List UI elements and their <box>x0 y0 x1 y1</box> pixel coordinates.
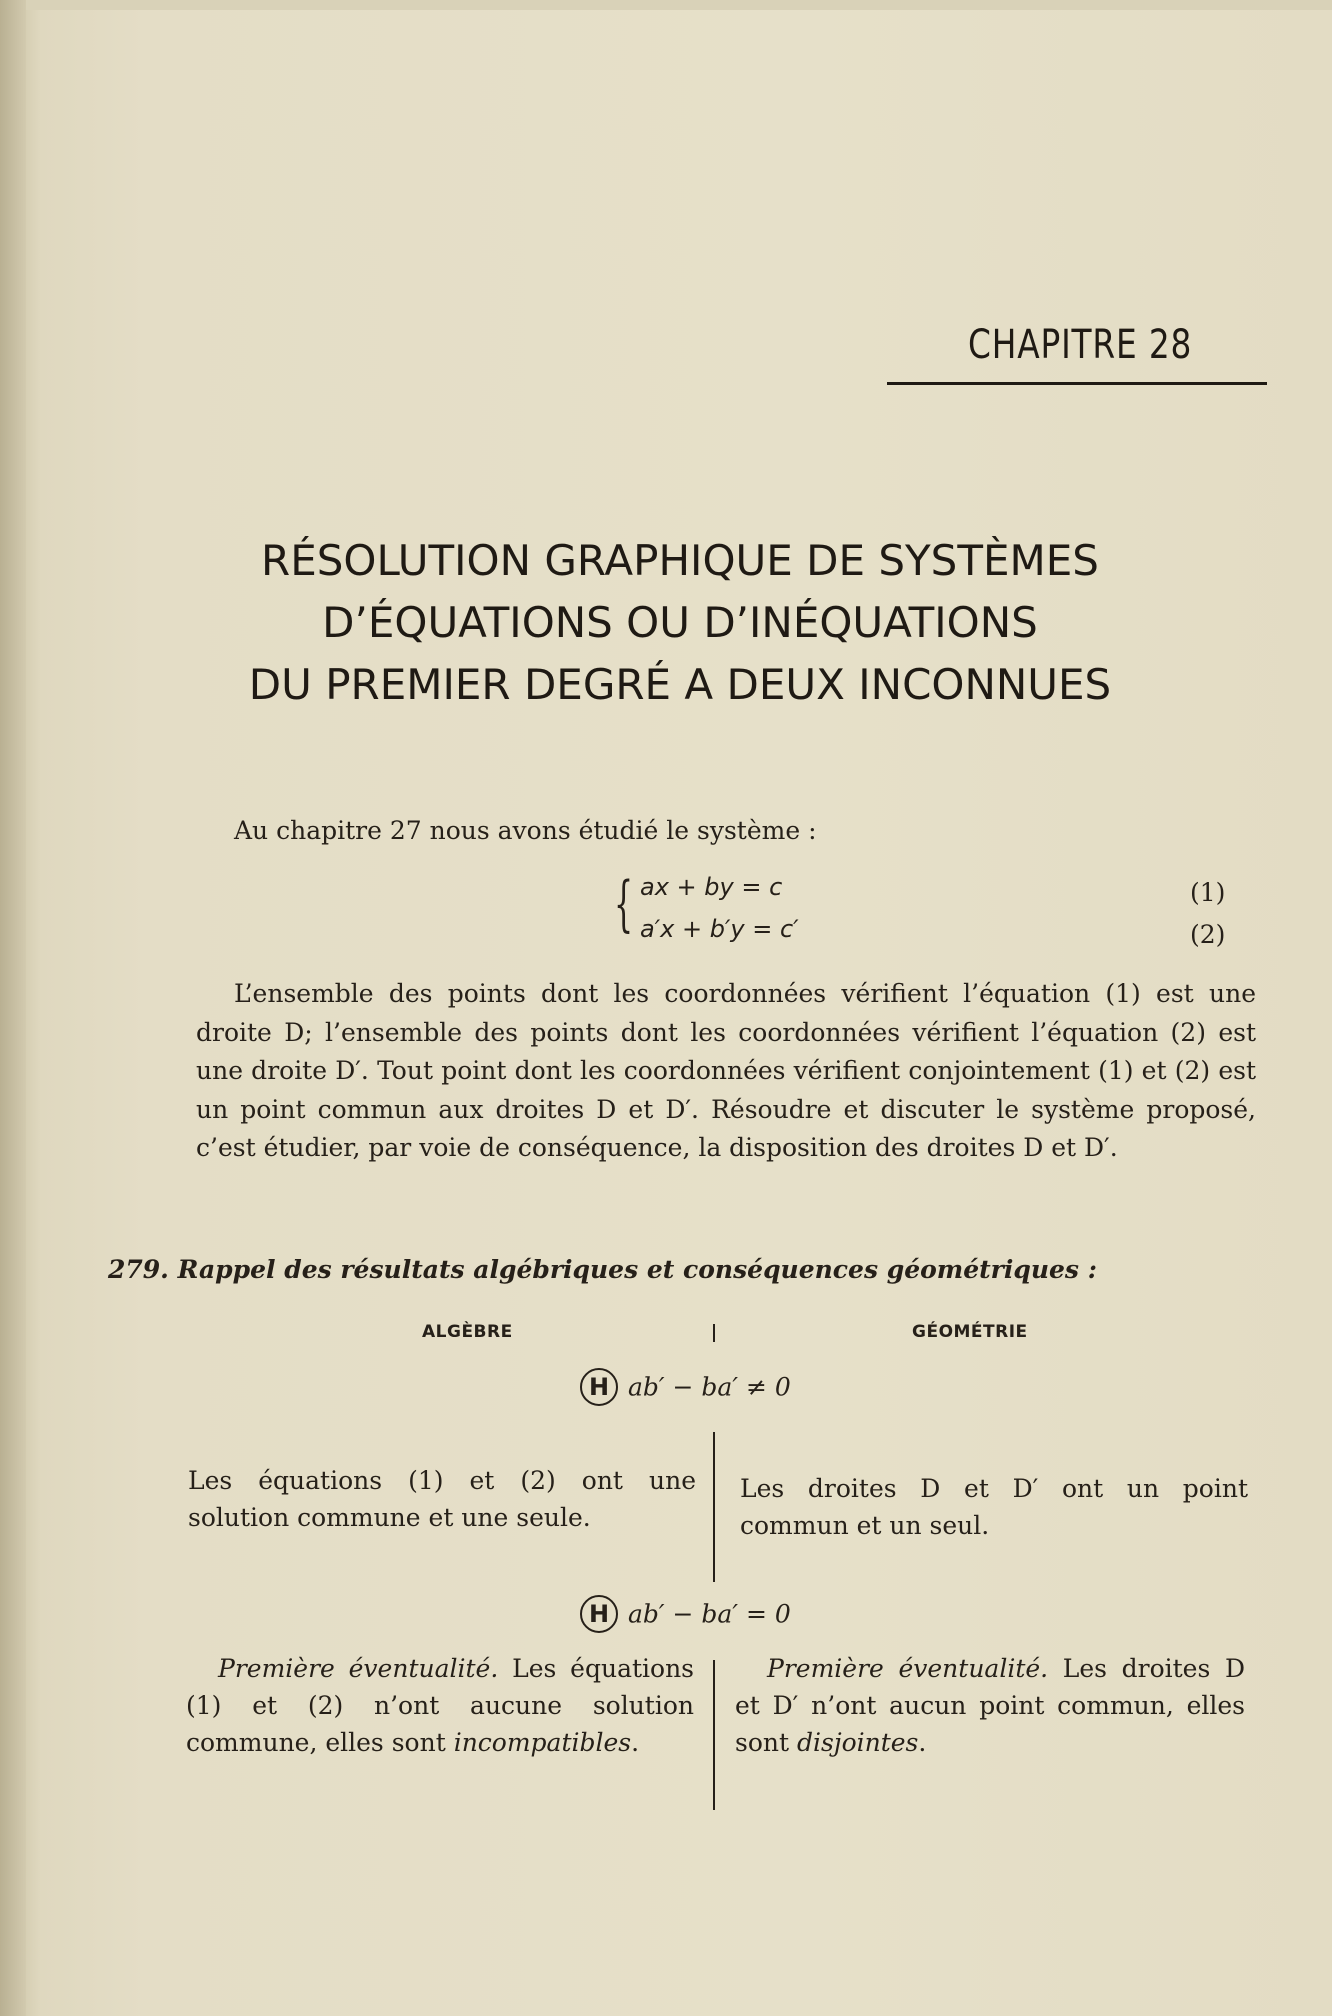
hypothesis-1 <box>580 1368 791 1406</box>
case-2-geometry-emphasis: disjointes <box>796 1728 919 1757</box>
column-header-algebra: ALGÈBRE <box>422 1322 513 1342</box>
case-1-geometry: Les droites D et D′ ont un point commun et un seul. <box>740 1474 1248 1540</box>
case-2-algebra-end: . <box>631 1728 640 1757</box>
page-spine-shadow <box>0 0 26 2016</box>
equation-1: ax + by = c <box>640 873 783 901</box>
case-2-algebra-heading: Première éventualité. <box>218 1654 499 1683</box>
case-2-geometry-text: Les droites D et D′ n’ont aucun point commun, elles sont <box>735 1654 1245 1757</box>
section-number: 279. <box>108 1255 169 1284</box>
section-heading <box>108 1255 1258 1284</box>
case-2-geometry-heading: Première éventualité. <box>767 1654 1049 1683</box>
title-line: DU PREMIER DEGRÉ A DEUX INCONNUES <box>248 660 1112 709</box>
paragraph-text: L’ensemble des points dont les coordonnées vérifient l’équation (1) est une droite D; l’ensemble des points dont les coordonnées vérifient l’équation (2) est une droite D′. Tout point dont les coordonnées vérifient conjointement (1) et (2) est un point commun aux droites D et D′. Résoudre et discuter le système proposé, c’est étudier, par voie de conséquence, la disposition des droites D et D′. <box>196 979 1256 1162</box>
system-brace: { <box>614 869 634 939</box>
equation-2-number: (2) <box>1190 920 1226 949</box>
condition-text: ab′ − ba′ = 0 <box>628 1599 791 1629</box>
equation-1-number: (1) <box>1190 878 1226 907</box>
section-title: Rappel des résultats algébriques et conséquences géométriques : <box>177 1255 1097 1284</box>
equation-2: a′x + b′y = c′ <box>640 915 799 943</box>
hypothesis-2 <box>580 1595 791 1633</box>
hypothesis-circle-icon: H <box>580 1595 618 1633</box>
case-1-algebra: Les équations (1) et (2) ont une solution commune et une seule. <box>188 1466 696 1532</box>
case-2-geometry <box>735 1650 1245 1761</box>
intro-sentence: Au chapitre 27 nous avons étudié le système : <box>234 816 817 845</box>
column-divider <box>713 1660 715 1810</box>
column-header-geometry: GÉOMÉTRIE <box>912 1322 1028 1342</box>
chapter-title <box>120 530 1240 716</box>
case-2-algebra <box>186 1650 694 1761</box>
condition-text: ab′ − ba′ ≠ 0 <box>628 1372 791 1402</box>
hypothesis-circle-icon: H <box>580 1368 618 1406</box>
case-2-geometry-end: . <box>918 1728 927 1757</box>
title-line: D’ÉQUATIONS OU D’INÉQUATIONS <box>322 598 1038 647</box>
chapter-label: CHAPITRE 28 <box>968 322 1193 368</box>
column-divider <box>713 1324 715 1342</box>
title-line: RÉSOLUTION GRAPHIQUE DE SYSTÈMES <box>261 536 1099 585</box>
case-2-algebra-emphasis: incompatibles <box>453 1728 632 1757</box>
body-paragraph <box>196 975 1256 1168</box>
case-2-algebra-text: Les équations (1) et (2) n’ont aucune solution commune, elles sont <box>186 1654 695 1757</box>
chapter-rule <box>887 382 1267 385</box>
column-divider <box>713 1432 715 1582</box>
